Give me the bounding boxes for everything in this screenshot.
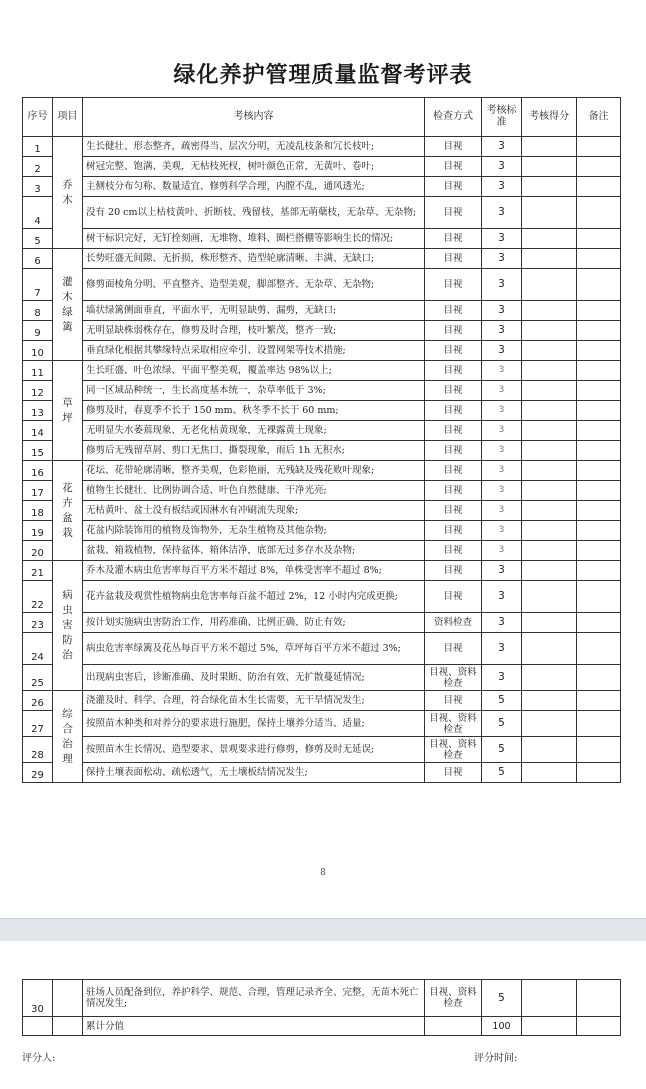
- row-method: 资料检查: [425, 613, 482, 633]
- remark-cell[interactable]: [577, 763, 621, 783]
- remark-cell[interactable]: [577, 157, 621, 177]
- row-number: 19: [23, 521, 53, 541]
- row-method: 目视: [425, 229, 482, 249]
- evaluation-table-continued: [22, 979, 621, 1036]
- row-standard: 3: [482, 177, 522, 197]
- remark-cell[interactable]: [577, 691, 621, 711]
- remark-cell[interactable]: [577, 613, 621, 633]
- table-row: [23, 361, 621, 381]
- remark-cell[interactable]: [577, 481, 621, 501]
- table-row: [23, 581, 621, 613]
- scorer-label: 评分人:: [22, 1053, 56, 1064]
- row-method: 目视: [425, 421, 482, 441]
- row-number: 24: [23, 633, 53, 665]
- remark-cell[interactable]: [577, 501, 621, 521]
- remark-cell[interactable]: [577, 541, 621, 561]
- header-method: 检查方式: [425, 98, 482, 137]
- row-standard: 5: [482, 980, 522, 1017]
- score-cell[interactable]: [522, 633, 577, 665]
- score-cell[interactable]: [522, 321, 577, 341]
- table-header-row: [23, 98, 621, 137]
- remark-cell[interactable]: [577, 737, 621, 763]
- table-row: [23, 541, 621, 561]
- row-content: 主侧枝分布匀称、数量适宜、修剪科学合理，内膛不乱，通风透光;: [83, 177, 425, 197]
- row-standard: 3: [482, 481, 522, 501]
- row-method: 目视: [425, 177, 482, 197]
- row-standard: 3: [482, 301, 522, 321]
- row-content: 花盆内除装饰用的植物及饰物外，无杂生植物及其他杂物;: [83, 521, 425, 541]
- row-number: 1: [23, 137, 53, 157]
- table-row: [23, 521, 621, 541]
- row-content: 同一区域品种统一，生长高度基本统一，杂草率低于 3%;: [83, 381, 425, 401]
- remark-cell[interactable]: [577, 421, 621, 441]
- row-number: 14: [23, 421, 53, 441]
- category-label: 灌木绿篱: [62, 275, 73, 333]
- row-standard: 3: [482, 341, 522, 361]
- row-standard: 3: [482, 521, 522, 541]
- row-content: 乔木及灌木病虫危害率每百平方米不超过 8%，单株受害率不超过 8%;: [83, 561, 425, 581]
- category-shrub: [53, 249, 83, 361]
- table-row: [23, 137, 621, 157]
- row-method: 目视: [425, 581, 482, 613]
- row-number: 27: [23, 711, 53, 737]
- row-standard: 3: [482, 541, 522, 561]
- row-method: 目视: [425, 461, 482, 481]
- row-number: 12: [23, 381, 53, 401]
- row-method: 目视: [425, 381, 482, 401]
- remark-cell[interactable]: [577, 665, 621, 691]
- row-content: 没有 20 cm以上枯枝黄叶、折断枝、残留枝，基部无萌蘖枝，无杂草、无杂物;: [83, 197, 425, 229]
- row-method: 目视: [425, 763, 482, 783]
- row-content: 生长健壮、形态整齐，疏密得当、层次分明，无凌乱枝条和冗长枝叶;: [83, 137, 425, 157]
- remark-cell: [577, 980, 621, 1017]
- category-general: [53, 691, 83, 783]
- row-standard: 3: [482, 361, 522, 381]
- row-standard: 3: [482, 401, 522, 421]
- row-number: 30: [23, 980, 53, 1017]
- row-method: 目视: [425, 361, 482, 381]
- table-row: [23, 341, 621, 361]
- category-label: 乔木: [62, 178, 73, 206]
- row-standard: 3: [482, 613, 522, 633]
- row-content: 驻场人员配备到位，养护科学、规范、合理，管理记录齐全、完整，无苗木死亡情况发生;: [83, 980, 425, 1017]
- row-content: 树干标识完好，无钉拴刻画，无堆物、堆料、圈栏搭棚等影响生长的情况;: [83, 229, 425, 249]
- row-number: 9: [23, 321, 53, 341]
- score-cell[interactable]: [522, 581, 577, 613]
- table-row: [23, 229, 621, 249]
- score-cell[interactable]: [522, 441, 577, 461]
- row-content: 盆栽、箱栽植物，保持盆体、箱体洁净，底部无过多存水及杂物;: [83, 541, 425, 561]
- row-method: 目视、资料检查: [425, 980, 482, 1017]
- remark-cell[interactable]: [577, 401, 621, 421]
- score-cell[interactable]: [522, 229, 577, 249]
- row-number: 4: [23, 197, 53, 229]
- item-cell: [53, 980, 83, 1017]
- row-method: 目视: [425, 561, 482, 581]
- row-content: 垂直绿化根据其攀缘特点采取相应牵引、设置网架等技术措施;: [83, 341, 425, 361]
- table-row: [23, 763, 621, 783]
- remark-cell[interactable]: [577, 441, 621, 461]
- table-row: [23, 157, 621, 177]
- row-method: 目视: [425, 197, 482, 229]
- header-score: 考核得分: [522, 98, 577, 137]
- table-row: [23, 401, 621, 421]
- row-method: 目视: [425, 441, 482, 461]
- category-label: 花卉盆栽: [62, 481, 73, 539]
- remark-cell[interactable]: [577, 461, 621, 481]
- table-row: [23, 665, 621, 691]
- total-value: 100: [482, 1017, 522, 1036]
- row-content: 按计划实施病虫害防治工作，用药准确、比例正确、防止有效;: [83, 613, 425, 633]
- remark-cell[interactable]: [577, 341, 621, 361]
- row-number: 25: [23, 665, 53, 691]
- score-cell[interactable]: [522, 157, 577, 177]
- remark-cell[interactable]: [577, 521, 621, 541]
- row-standard: 3: [482, 441, 522, 461]
- row-number: 5: [23, 229, 53, 249]
- score-cell[interactable]: [522, 381, 577, 401]
- table-row: [23, 381, 621, 401]
- table-row: [23, 481, 621, 501]
- score-cell[interactable]: [522, 361, 577, 381]
- row-method: 目视: [425, 521, 482, 541]
- table-row: [23, 197, 621, 229]
- row-number: 8: [23, 301, 53, 321]
- row-number: 21: [23, 561, 53, 581]
- row-content: 出现病虫害后，诊断准确、及时果断、防治有效、无扩散蔓延情况;: [83, 665, 425, 691]
- row-number: 13: [23, 401, 53, 421]
- row-content: 无明显失水萎蔫现象、无老化枯黄现象，无裸露黄土现象;: [83, 421, 425, 441]
- row-standard: 3: [482, 561, 522, 581]
- category-label: 草坪: [62, 396, 73, 424]
- row-standard: 5: [482, 763, 522, 783]
- row-number: 23: [23, 613, 53, 633]
- total-label: 累计分值: [83, 1017, 425, 1036]
- score-cell[interactable]: [522, 197, 577, 229]
- row-method: 目视: [425, 137, 482, 157]
- row-standard: 3: [482, 229, 522, 249]
- row-number: 15: [23, 441, 53, 461]
- row-number: 16: [23, 461, 53, 481]
- remark-cell[interactable]: [577, 177, 621, 197]
- row-standard: 3: [482, 197, 522, 229]
- table-row: [23, 691, 621, 711]
- score-cell[interactable]: [522, 461, 577, 481]
- row-method: 目视: [425, 269, 482, 301]
- row-content: 修剪后无残留草屑、剪口无焦口、撕裂现象，雨后 1h 无积水;: [83, 441, 425, 461]
- row-content: 长势旺盛无间隙、无折损，株形整齐、造型轮廓清晰、丰满、无缺口;: [83, 249, 425, 269]
- row-number: 10: [23, 341, 53, 361]
- score-cell[interactable]: [522, 737, 577, 763]
- row-standard: 3: [482, 461, 522, 481]
- total-row: [23, 1017, 621, 1036]
- row-content: 按照苗木生长情况、造型要求、景观要求进行修剪，修剪及时无延误;: [83, 737, 425, 763]
- remark-cell[interactable]: [577, 137, 621, 157]
- remark-cell[interactable]: [577, 361, 621, 381]
- row-method: 目视: [425, 157, 482, 177]
- remark-cell[interactable]: [577, 633, 621, 665]
- table-body: [23, 137, 621, 783]
- score-cell[interactable]: [522, 301, 577, 321]
- header-no: 序号: [23, 98, 53, 137]
- category-label: 病虫害防治: [62, 589, 73, 661]
- row-method: 目视: [425, 541, 482, 561]
- row-standard: 5: [482, 737, 522, 763]
- table-row: [23, 421, 621, 441]
- remark-cell[interactable]: [577, 301, 621, 321]
- table-row: [23, 737, 621, 763]
- row-standard: 3: [482, 249, 522, 269]
- document-title: 绿化养护管理质量监督考评表: [173, 63, 473, 88]
- row-method: 目视、资料检查: [425, 665, 482, 691]
- row-standard: 3: [482, 321, 522, 341]
- row-method: 目视: [425, 481, 482, 501]
- row-method: 目视: [425, 249, 482, 269]
- remark-cell[interactable]: [577, 381, 621, 401]
- remark-cell[interactable]: [577, 581, 621, 613]
- row-standard: 5: [482, 691, 522, 711]
- evaluation-table: [22, 97, 621, 783]
- score-cell[interactable]: [522, 541, 577, 561]
- table-row: [23, 633, 621, 665]
- remark-cell[interactable]: [577, 197, 621, 229]
- row-number: 20: [23, 541, 53, 561]
- score-cell[interactable]: [522, 249, 577, 269]
- table-row: [23, 980, 621, 1017]
- row-number: 18: [23, 501, 53, 521]
- row-standard: 3: [482, 137, 522, 157]
- remark-cell[interactable]: [577, 269, 621, 301]
- score-time-label: 评分时间:: [474, 1053, 518, 1064]
- row-standard: 3: [482, 269, 522, 301]
- category-lawn: [53, 361, 83, 461]
- row-number: 6: [23, 249, 53, 269]
- header-standard: 考核标准: [482, 98, 522, 137]
- row-method: 目视: [425, 321, 482, 341]
- table-row: [23, 301, 621, 321]
- category-label: 综合治理: [62, 707, 73, 765]
- row-content: 植物生长健壮、比例协调合适、叶色自然健康、干净光亮;: [83, 481, 425, 501]
- row-content: 树冠完整、饱满、美观，无枯枝死杈，树叶颜色正常，无黄叶、卷叶;: [83, 157, 425, 177]
- row-content: 墙状绿篱侧面垂直，平面水平，无明显缺剪、漏剪，无缺口;: [83, 301, 425, 321]
- row-content: 保持土壤表面松动、疏松透气，无土壤板结情况发生;: [83, 763, 425, 783]
- score-cell[interactable]: [522, 561, 577, 581]
- header-content: 考核内容: [83, 98, 425, 137]
- remark-cell[interactable]: [577, 711, 621, 737]
- row-number: 11: [23, 361, 53, 381]
- row-standard: 3: [482, 633, 522, 665]
- header-remark: 备注: [577, 98, 621, 137]
- row-number: 2: [23, 157, 53, 177]
- row-content: 浇灌及时、科学、合理，符合绿化苗木生长需要，无干旱情况发生;: [83, 691, 425, 711]
- category-flower: [53, 461, 83, 561]
- row-standard: 3: [482, 421, 522, 441]
- score-cell[interactable]: [522, 137, 577, 157]
- row-number: 7: [23, 269, 53, 301]
- row-method: 目视: [425, 301, 482, 321]
- remark-cell[interactable]: [577, 561, 621, 581]
- table-row: [23, 711, 621, 737]
- row-content: 无明显缺株弱株存在，修剪及时合理，枝叶繁茂，整齐一致;: [83, 321, 425, 341]
- score-cell[interactable]: [522, 665, 577, 691]
- row-number: 29: [23, 763, 53, 783]
- table-row: [23, 269, 621, 301]
- score-cell[interactable]: [522, 691, 577, 711]
- row-method: 目视: [425, 691, 482, 711]
- row-number: 28: [23, 737, 53, 763]
- score-cell[interactable]: [522, 269, 577, 301]
- row-content: 生长旺盛、叶色浓绿、平面平整美观，覆盖率达 98%以上;: [83, 361, 425, 381]
- row-method: 目视: [425, 501, 482, 521]
- row-method: 目视: [425, 633, 482, 665]
- row-content: 修剪及时，春夏季不长于 150 mm、秋冬季不长于 60 mm;: [83, 401, 425, 421]
- row-standard: 3: [482, 381, 522, 401]
- header-item: 项目: [53, 98, 83, 137]
- score-cell[interactable]: [522, 711, 577, 737]
- score-cell[interactable]: [522, 521, 577, 541]
- row-content: 按照苗木种类和对养分的要求进行施肥，保持土壤养分适当、适量;: [83, 711, 425, 737]
- score-cell[interactable]: [522, 401, 577, 421]
- remark-cell[interactable]: [577, 321, 621, 341]
- table-row: [23, 441, 621, 461]
- table-row: [23, 249, 621, 269]
- page-separator: [0, 918, 646, 942]
- score-cell[interactable]: [522, 421, 577, 441]
- score-cell[interactable]: [522, 763, 577, 783]
- row-standard: 3: [482, 581, 522, 613]
- remark-cell[interactable]: [577, 229, 621, 249]
- row-method: 目视、资料检查: [425, 711, 482, 737]
- row-method: 目视、资料检查: [425, 737, 482, 763]
- score-cell[interactable]: [522, 341, 577, 361]
- row-content: 修剪面棱角分明、平直整齐、造型美观，脚部整齐、无杂草、无杂物;: [83, 269, 425, 301]
- table-row: [23, 177, 621, 197]
- table-row: [23, 501, 621, 521]
- score-cell: [522, 980, 577, 1017]
- score-cell[interactable]: [522, 481, 577, 501]
- row-content: 花坛、花带轮廓清晰，整齐美观，色彩艳丽，无残缺及残花败叶现象;: [83, 461, 425, 481]
- row-method: 目视: [425, 341, 482, 361]
- table-row: [23, 461, 621, 481]
- row-method: 目视: [425, 401, 482, 421]
- remark-cell[interactable]: [577, 249, 621, 269]
- table-row: [23, 561, 621, 581]
- row-content: 无枯黄叶、盆土没有板结或因淋水有冲刷流失现象;: [83, 501, 425, 521]
- category-arbor: [53, 137, 83, 249]
- score-cell[interactable]: [522, 177, 577, 197]
- category-pest: [53, 561, 83, 691]
- row-standard: 3: [482, 665, 522, 691]
- row-standard: 3: [482, 501, 522, 521]
- row-number: 22: [23, 581, 53, 613]
- row-number: 3: [23, 177, 53, 197]
- row-number: 26: [23, 691, 53, 711]
- table-row: [23, 321, 621, 341]
- table-row: [23, 613, 621, 633]
- row-content: 病虫危害率绿篱及花丛每百平方米不超过 5%，草坪每百平方米不超过 3%;: [83, 633, 425, 665]
- row-number: 17: [23, 481, 53, 501]
- row-standard: 5: [482, 711, 522, 737]
- page-number: 8: [320, 868, 326, 878]
- score-cell[interactable]: [522, 613, 577, 633]
- row-standard: 3: [482, 157, 522, 177]
- score-cell[interactable]: [522, 501, 577, 521]
- row-content: 花卉盆栽及观赏性植物病虫危害率每百盆不超过 2%，12 小时内完成更换;: [83, 581, 425, 613]
